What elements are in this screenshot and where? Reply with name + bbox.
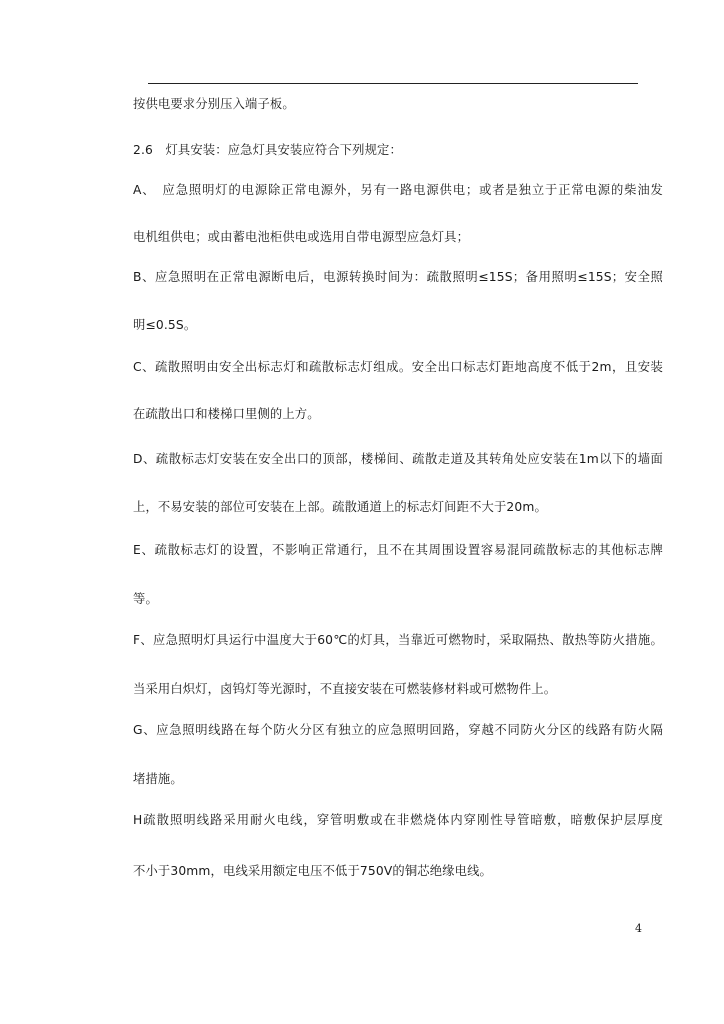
header-rule [148, 83, 638, 84]
paragraph-line: 按供电要求分别压入端子板。 [133, 97, 295, 111]
paragraph-line: C、疏散照明由安全出标志灯和疏散标志灯组成。安全出口标志灯距地高度不低于2m，且安装 [133, 360, 663, 374]
paragraph-line: 明≤0.5S。 [133, 318, 197, 332]
paragraph-line: H疏散照明线路采用耐火电线，穿管明敷或在非燃烧体内穿刚性导管暗敷，暗敷保护层厚度 [133, 813, 663, 827]
paragraph-line: 上，不易安装的部位可安装在上部。疏散通道上的标志灯间距不大于20m。 [133, 500, 547, 514]
section-heading: 2.6 灯具安装：应急灯具安装应符合下列规定： [133, 143, 402, 157]
paragraph-line: B、应急照明在正常电源断电后，电源转换时间为：疏散照明≤15S；备用照明≤15S；安全照 [133, 270, 663, 284]
page-number: 4 [635, 922, 642, 935]
paragraph-line: G、应急照明线路在每个防火分区有独立的应急照明回路，穿越不同防火分区的线路有防火隔 [133, 723, 663, 737]
paragraph-line: 堵措施。 [133, 772, 183, 786]
paragraph-line: 在疏散出口和楼梯口里侧的上方。 [133, 407, 320, 421]
paragraph-line: 不小于30mm，电线采用额定电压不低于750V的铜芯绝缘电线。 [133, 864, 492, 878]
paragraph-line: D、疏散标志灯安装在安全出口的顶部，楼梯间、疏散走道及其转角处应安装在1m以下的墙面 [133, 452, 663, 466]
paragraph-line: 等。 [133, 592, 158, 606]
paragraph-line: A、 应急照明灯的电源除正常电源外，另有一路电源供电；或者是独立于正常电源的柴油发 [133, 183, 663, 197]
paragraph-line: 电机组供电；或由蓄电池柜供电或选用自带电源型应急灯具； [133, 230, 470, 244]
paragraph-line: 当采用白炽灯，卤钨灯等光源时，不直接安装在可燃装修材料或可燃物件上。 [133, 682, 557, 696]
paragraph-line: E、疏散标志灯的设置，不影响正常通行，且不在其周围设置容易混同疏散标志的其他标志牌 [133, 543, 663, 557]
paragraph-line: F、应急照明灯具运行中温度大于60℃的灯具，当靠近可燃物时，采取隔热、散热等防火措施。 [133, 633, 663, 647]
